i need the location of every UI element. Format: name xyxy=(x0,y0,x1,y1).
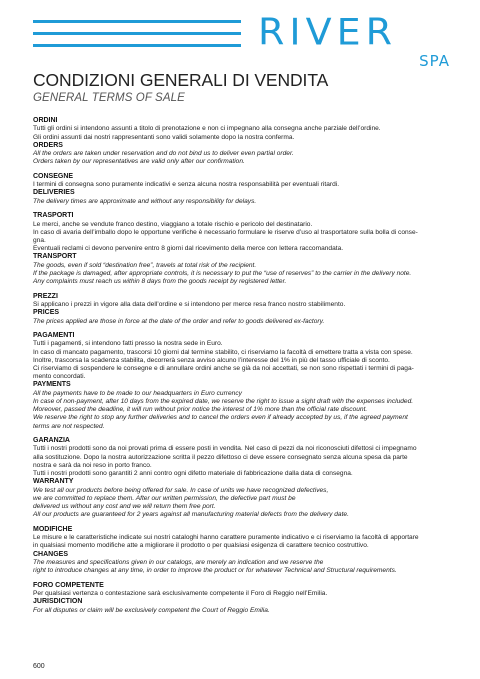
section-text-italian: Gli ordini assunti dai nostri rappresentanti sono validi solamente dopo la nostra conferma. xyxy=(33,133,295,141)
section-text-italian: In caso di avaria dell’imballo dopo le opportune verifiche è necessario formulare le riserve d’uso al trasportatore sulla bolla di conse- xyxy=(33,228,418,236)
section-text-italian: in qualsiasi momento modifiche atte a migliorare il prodotto o per qualsiasi esigenza di carattere tecnico costruttivo. xyxy=(33,542,369,550)
terms-section xyxy=(33,582,453,615)
logo-wordmark: RIVER xyxy=(258,11,398,53)
section-text-italian: I termini di consegna sono puramente indicativi e senza alcuna nostra responsabilità per eventuali ritardi. xyxy=(33,181,340,189)
section-heading-english: ORDERS xyxy=(33,141,63,149)
header-line xyxy=(33,20,241,23)
terms-section xyxy=(33,293,453,326)
section-heading-italian: CONSEGNE xyxy=(33,172,74,180)
section-text-english: we are committed to replace them. After our written permission, the defective part must be xyxy=(33,494,296,502)
section-heading-italian: MODIFICHE xyxy=(33,525,73,533)
section-heading-english: PAYMENTS xyxy=(33,381,71,389)
section-text-english: All the orders are taken under reservation and do not bind us to deliver even partial order. xyxy=(33,150,294,158)
section-text-english: If the package is damaged, after appropriate controls, it is necessary to put the “use of reserves” to the carrier in the delivery note. xyxy=(33,270,412,278)
section-text-italian: Eventuali reclami ci devono pervenire entro 8 giorni dal ricevimento della merce con lettera raccomandata. xyxy=(33,245,344,253)
section-text-italian: Tutti i pagamenti, si intendono fatti presso la nostra sede in Euro. xyxy=(33,340,223,348)
section-heading-english: TRANSPORT xyxy=(33,253,77,261)
section-text-italian: Inoltre, trascorsa la scadenza stabilita, decorrerà senza avviso alcuno l’interesse del 1% in più del tasso ufficiale di sconto. xyxy=(33,356,390,364)
page-number: 600 xyxy=(33,663,45,670)
terms-section xyxy=(33,526,453,576)
section-heading-english: CHANGES xyxy=(33,550,69,558)
section-heading-english: DELIVERIES xyxy=(33,189,75,197)
section-text-english: delivered us without any cost and we will return them free port. xyxy=(33,503,216,511)
section-heading-italian: PAGAMENTI xyxy=(33,332,75,340)
terms-section xyxy=(33,437,453,519)
section-text-english: We test all our products before being offered for sale. In case of units we have recognized defectives, xyxy=(33,486,329,494)
terms-section xyxy=(33,117,453,167)
terms-content xyxy=(33,117,453,621)
section-heading-english: JURISDICTION xyxy=(33,598,83,606)
section-text-italian: gna. xyxy=(33,237,46,245)
section-heading-italian: PREZZI xyxy=(33,292,58,300)
section-text-english: right to introduce changes at any time, in order to improve the product or for whatever Technical and Structural requirements. xyxy=(33,567,397,575)
section-heading-english: WARRANTY xyxy=(33,478,74,486)
section-text-italian: Per qualsiasi vertenza o contestazione sarà esclusivamente competente il Foro di Reggio nell’Emilia. xyxy=(33,589,328,597)
section-heading-english: PRICES xyxy=(33,309,60,317)
header-decorative-lines xyxy=(33,20,241,56)
page-subtitle: GENERAL TERMS OF SALE xyxy=(33,92,185,104)
section-text-italian: In caso di mancato pagamento, trascorsi 10 giorni dal termine stabilito, ci riserviamo la facoltà di emettere tratta a vista con spese. xyxy=(33,348,413,356)
section-text-italian: Ci riserviamo di sospendere le consegne e di annullare ordini anche se già da noi accettati, se non sono rispettati i termini di paga- xyxy=(33,365,414,373)
section-text-english: The goods, even if sold “destination free”, travels at total risk of the recipient. xyxy=(33,261,257,269)
section-text-english: Moreover, passed the deadline, it will run without prior notice the interest of 1% more than the official rate discount. xyxy=(33,406,368,414)
section-heading-italian: TRASPORTI xyxy=(33,212,74,220)
section-text-english: The delivery times are approximate and without any responsibility for delays. xyxy=(33,197,257,205)
header-line xyxy=(33,32,241,35)
section-text-italian: Tutti i nostri prodotti sono da noi provati prima di essere posti in vendita. Nel caso di pezzi da noi riconosciuti difettosi ci impegnamo xyxy=(33,445,417,453)
section-text-english: We reserve the right to stop any further deliveries and to cancel the orders even if already accepted by us, if the agreed payment xyxy=(33,414,408,422)
section-text-italian: Le misure e le caratteristiche indicate sui nostri cataloghi hanno carattere puramente indicativo e ci riserviamo la facoltà di apportare xyxy=(33,534,419,542)
logo-suffix: SPA xyxy=(419,52,450,70)
section-heading-italian: ORDINI xyxy=(33,117,58,124)
section-text-italian: Tutti i nostri prodotti sono garantiti 2 anni contro ogni difetto materiale di fabbricazione dalla data di consegna. xyxy=(33,470,353,478)
section-text-english: Orders taken by our representatives are valid only after our confirmation. xyxy=(33,158,245,166)
river-spa-logo xyxy=(258,10,454,72)
terms-section xyxy=(33,173,453,206)
section-text-italian: Si applicano i prezzi in vigore alla data dell’ordine e si intendono per merce resa franco nostro stabilimento. xyxy=(33,301,346,309)
section-text-english: Any complaints must reach us within 8 days from the goods receipt by registered letter. xyxy=(33,278,287,286)
section-heading-italian: GARANZIA xyxy=(33,437,70,445)
section-text-italian: alla sostituzione. Dopo la nostra autorizzazione scritta il pezzo difettoso ci deve essere consegnato senza alcuna spesa da parte xyxy=(33,453,408,461)
section-text-english: The prices applied are those in force at the date of the order and refer to goods delivered ex-factory. xyxy=(33,317,325,325)
section-text-english: terms are not respected. xyxy=(33,422,105,430)
header-line xyxy=(33,44,241,47)
terms-section xyxy=(33,212,453,286)
section-text-english: The measures and specifications given in our catalogs, are merely an indication and we reserve the xyxy=(33,558,324,566)
section-text-italian: mento concordati. xyxy=(33,373,86,381)
section-heading-italian: FORO COMPETENTE xyxy=(33,581,104,589)
section-text-italian: nostra e sarà da noi reso in porto franco. xyxy=(33,461,152,469)
page-title: CONDIZIONI GENERALI DI VENDITA xyxy=(33,70,329,90)
section-text-italian: Tutti gli ordini si intendono assunti a titolo di prenotazione e non ci impegnano alla consegna anche parziale dell’ordine. xyxy=(33,125,381,133)
section-text-english: In case of non-payment, after 10 days from the expired date, we reserve the right to issue a sight draft with the expenses included. xyxy=(33,398,414,406)
section-text-english: All our products are guaranteed for 2 years against all manufacturing material defects from the delivery date. xyxy=(33,511,349,519)
terms-section xyxy=(33,332,453,431)
section-text-english: For all disputes or claim will be exclusively competent the Court of Reggio Emilia. xyxy=(33,606,270,614)
section-text-english: All the payments have to be made to our headquarters in Euro currency xyxy=(33,389,242,397)
section-text-italian: Le merci, anche se vendute franco destino, viaggiano a totale rischio e pericolo del destinatario. xyxy=(33,220,313,228)
